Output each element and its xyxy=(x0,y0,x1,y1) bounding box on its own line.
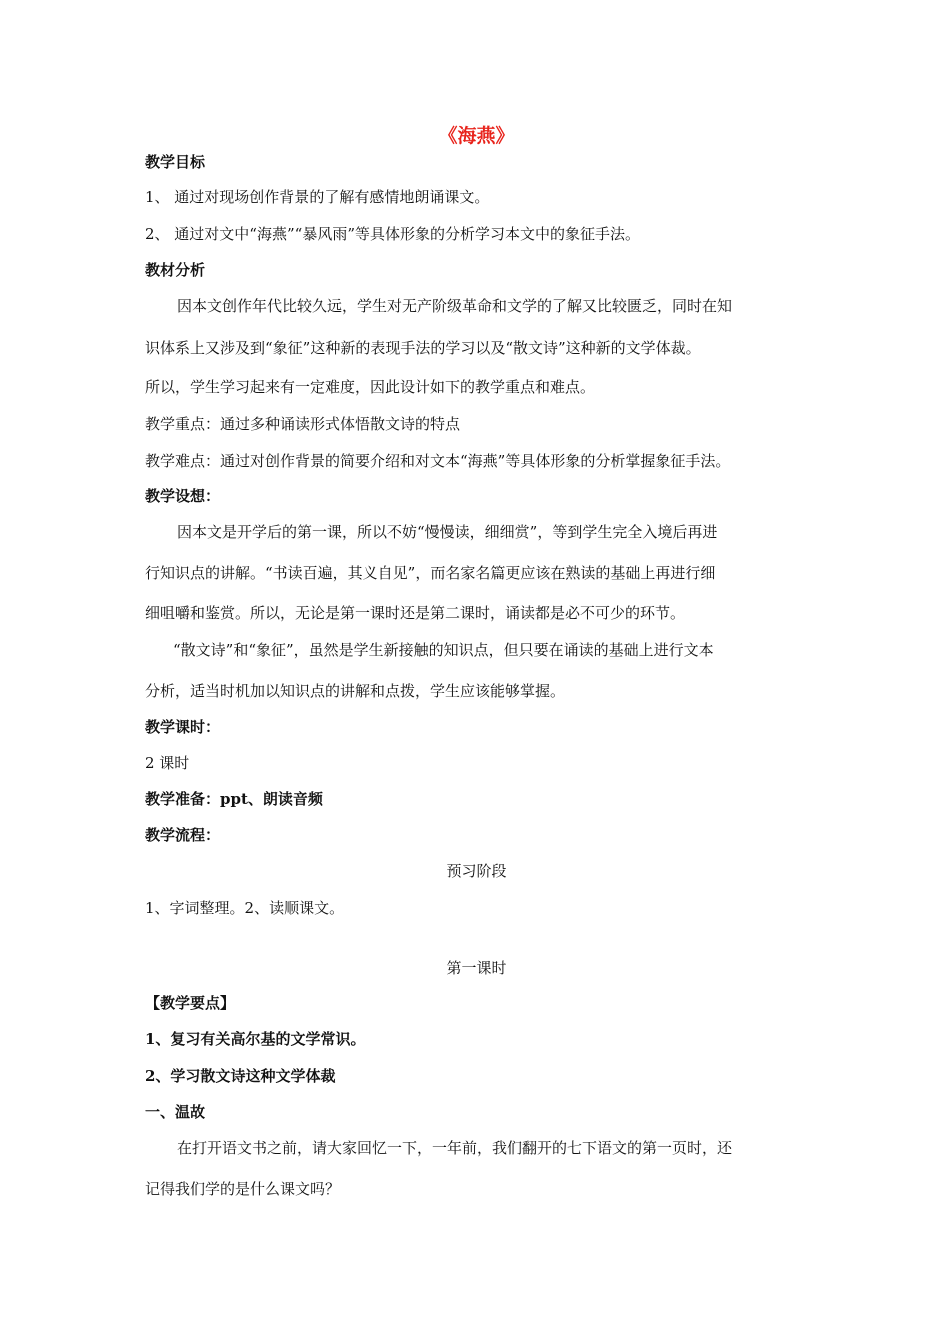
document-title: 《海燕》 xyxy=(438,125,515,147)
goals-heading: 教学目标 xyxy=(145,153,206,171)
analysis-heading: 教材分析 xyxy=(145,261,206,279)
flow-heading: 教学流程： xyxy=(145,826,221,844)
hours-value: 2 课时 xyxy=(145,754,190,772)
design-line: 分析，适当时机加以知识点的讲解和点拨，学生应该能够掌握。 xyxy=(145,682,566,700)
point-item: 2、学习散文诗这种文学体裁 xyxy=(145,1067,336,1085)
point-item: 1、复习有关高尔基的文学常识。 xyxy=(145,1030,366,1048)
analysis-line: 因本文创作年代比较久远，学生对无产阶级革命和文学的了解又比较匮乏，同时在知 xyxy=(177,297,733,315)
lesson-title: 第一课时 xyxy=(446,959,507,977)
prep-line: 教学准备：ppt、朗读音频 xyxy=(145,790,323,808)
review-heading: 一、温故 xyxy=(145,1103,206,1121)
design-line: 行知识点的讲解。“书读百遍，其义自见”，而名家名篇更应该在熟读的基础上再进行细 xyxy=(145,564,716,582)
difficulty-point: 教学难点：通过对创作背景的简要介绍和对文本“海燕”等具体形象的分析掌握象征手法。 xyxy=(145,452,731,470)
design-heading: 教学设想： xyxy=(145,487,221,505)
points-heading: 【教学要点】 xyxy=(145,994,236,1012)
analysis-line: 识体系上又涉及到“象征”这种新的表现手法的学习以及“散文诗”这种新的文学体裁。 xyxy=(145,339,701,357)
design-line: 因本文是开学后的第一课，所以不妨“慢慢读，细细赏”，等到学生完全入境后再进 xyxy=(177,523,718,541)
review-line: 在打开语文书之前，请大家回忆一下，一年前，我们翻开的七下语文的第一页时，还 xyxy=(177,1139,733,1157)
goal-item: 1、 通过对现场创作背景的了解有感情地朗诵课文。 xyxy=(145,188,490,206)
preview-text: 1、字词整理。2、读顺课文。 xyxy=(145,899,345,917)
goal-item: 2、 通过对文中“海燕”“暴风雨”等具体形象的分析学习本文中的象征手法。 xyxy=(145,225,640,243)
analysis-line: 所以，学生学习起来有一定难度，因此设计如下的教学重点和难点。 xyxy=(145,378,596,396)
design-line: “散文诗”和“象征”，虽然是学生新接触的知识点，但只要在诵读的基础上进行文本 xyxy=(173,641,714,659)
preview-title: 预习阶段 xyxy=(446,862,507,880)
design-line: 细咀嚼和鉴赏。所以，无论是第一课时还是第二课时，诵读都是必不可少的环节。 xyxy=(145,604,686,622)
hours-heading: 教学课时： xyxy=(145,718,221,736)
key-point: 教学重点：通过多种诵读形式体悟散文诗的特点 xyxy=(145,415,461,433)
review-line: 记得我们学的是什么课文吗？ xyxy=(145,1180,341,1198)
